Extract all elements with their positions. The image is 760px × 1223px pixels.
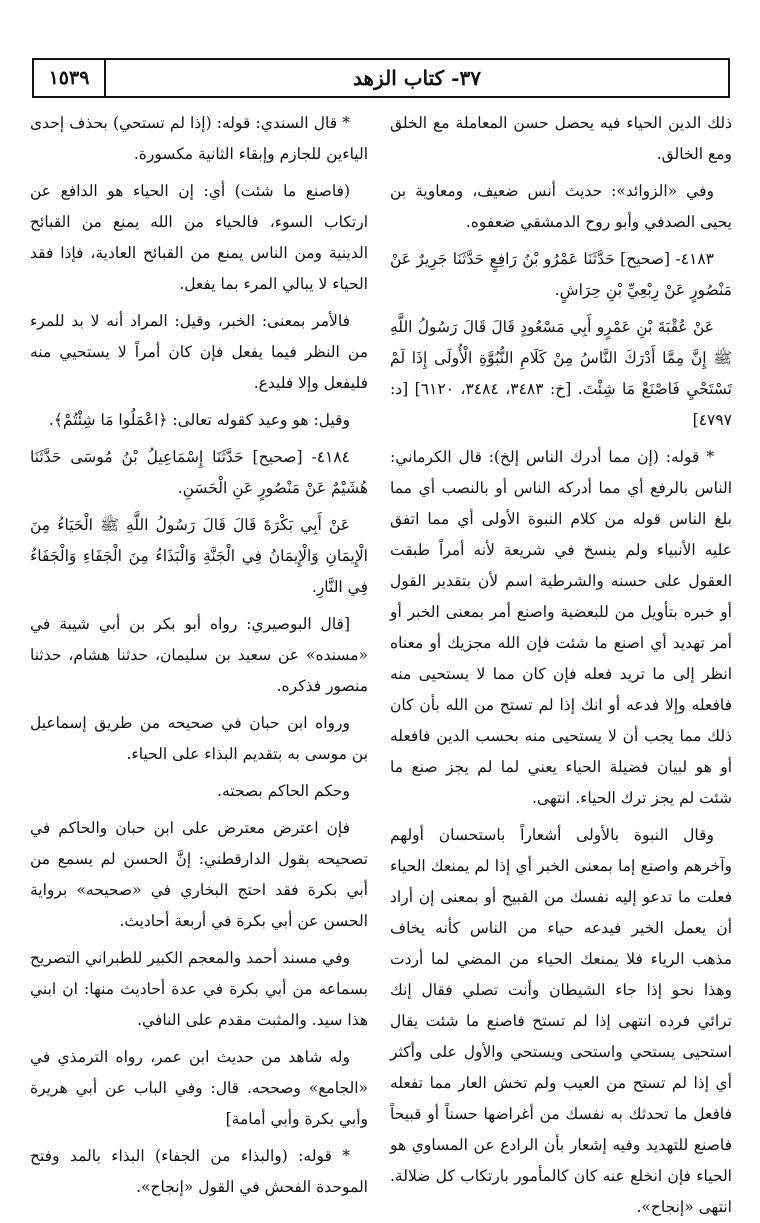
right-column — [390, 108, 732, 1216]
hadith-chain: ٤١٨٣- [صحيح] حَدَّثَنَا عَمْرُو بْنُ رَافِعٍ حَدَّثَنَا جَرِيرٌ عَنْ مَنْصُورٍ عَنْ رِبْعِيِّ بْنِ حِرَاشٍ. — [390, 250, 732, 299]
commentary: * قوله: (والبذاء من الجفاء) البذاء بالمد وفتح الموحدة الفحش في القول «إنجاح». — [30, 1147, 368, 1196]
page-number: ١٥٣٩ — [34, 60, 106, 96]
commentary: وقال النبوة بالأولى أشعاراً باستحسان أولهم وآخرهم واصنع إما بمعنى الخبر أي إذا لم يمنعك الحياء فعلت ما تدعو إليه نفسك من القبيح أو بمعنى إن أراد أن يعمل الخير فيدعه حياء من الناس كأنه يخاف مذهب الرياء فلا يمنعك الحياء من المضي لما أردت وهذا نحو إذا جاء الشيطان وأنت تصلي فقال إنك ترائي فرده انتهى إذا لم تستح فاصنع ما شئت يقال استحيى يستحي واستحى ويستحي والأول على وأكثر أي إذا لم تستح من العيب ولم تخش العار مما تفعله فافعل ما تحدثك به نفسك من أغراضها حسناً أو قبيحاً فاصنع للتهديد وفيه إشعار بأن الرادع عن المساوي هو الحياء فإن انخلع عنه كان كالمأمور بارتكاب كل ضلالة. انتهى «إنجاح». — [390, 826, 732, 1216]
left-column — [30, 108, 368, 1196]
hadith-text: عَنْ أَبِي بَكْرَةَ قَالَ قَالَ رَسُولُ اللَّهِ ﷺ الْحَيَاءُ مِنَ الْإِيمَانِ وَالْإِيمَانُ فِي الْجَنَّةِ وَالْبَذَاءُ مِنَ الْجَفَاءِ وَالْجَفَاءُ فِي النَّارِ. — [30, 516, 368, 596]
paragraph: وفي «الزوائد»: حديث أنس ضعيف، ومعاوية بن يحيى الصدفي وأبو روح الدمشقي ضعفوه. — [390, 182, 732, 231]
paragraph: وقيل: هو وعيد كقوله تعالى: ﴿اعْمَلُوا مَا شِئْتُمْ﴾. — [48, 411, 350, 429]
hadith-text: عَنْ عُقْبَةَ بْنِ عَمْرٍو أَبِي مَسْعُودٍ قَالَ قَالَ رَسُولُ اللَّهِ ﷺ إِنَّ مِمَّا أَدْرَكَ النَّاسُ مِنْ كَلَامِ النُّبُوَّةِ الْأُولَى إِذَا لَمْ تَسْتَحْيِ فَاصْنَعْ مَا شِئْتَ. [خ: ٣٤٨٣، ٣٤٨٤، ٦١٢٠] [د: ٤٧٩٧] — [390, 318, 732, 429]
commentary: * قوله: (إن مما أدرك الناس إلخ): قال الكرماني: الناس بالرفع أي مما أدركه الناس أو بالنصب أي مما بلغ الناس قوله من كلام النبوة الأولى أي مما اتفق عليه الأنبياء ولم ينسخ في شريعة لأنه أمراً طبقت العقول على حسنه والشرطية اسم لأن بتقدير القول أو خبره بتأويل من للبعضية واصنع أمر بمعنى الخبر أو أمر تهديد أي اصنع ما شئت فإن الله مجزيك أو معناه انظر إلى ما تريد فعله فإن كان مما لا يستحيى منه فافعله وإلا فدعه أو انك إذا لم تستح من الله بأن كان ذلك مما يجب أن لا يستحيى منه بحسب الدين فافعله أو هو لبيان فضيلة الحياء يعني لما لم يجز صنع ما شئت لم يجز ترك الحياء. انتهى. — [390, 448, 732, 807]
note: فإن اعترض معترض على ابن حبان والحاكم في تصحيحه بقول الدارقطني: إنَّ الحسن لم يسمع من أبي بكرة فقد احتج البخاري في «صحيحه» برواية الحسن عن أبي بكرة في أربعة أحاديث. — [30, 819, 368, 930]
note: وفي مسند أحمد والمعجم الكبير للطبراني التصريح بسماعه من أبي بكرة في عدة أحاديث منها: ان ابني هذا سيد. والمثبت مقدم على النافي. — [30, 949, 368, 1029]
note: [قال البوصيري: رواه أبو بكر بن أبي شيبة في «مسنده» عن سعيد بن سليمان، حدثنا هشام، حدثنا منصور فذكره. — [30, 615, 368, 695]
commentary: * قال السندي: قوله: (إذا لم تستحي) بحذف إحدى الياءين للجازم وإبقاء الثانية مكسورة. — [30, 114, 368, 163]
paragraph: فالأمر بمعنى: الخبر، وقيل: المراد أنه لا بد للمرء من النظر فيما يفعل فإن كان أمراً لا يستحيي منه فليفعل وإلا فليدع. — [30, 312, 368, 392]
page-header — [32, 58, 730, 98]
column-divider — [378, 108, 379, 1068]
paragraph: ذلك الدين الحياء فيه يحصل حسن المعاملة مع الخلق ومع الخالق. — [390, 114, 732, 163]
note: ورواه ابن حبان في صحيحه من طريق إسماعيل بن موسى به بتقديم البذاء على الحياء. — [30, 714, 368, 763]
note: وله شاهد من حديث ابن عمر، رواه الترمذي في «الجامع» وصححه. قال: وفي الباب عن أبي هريرة وأبي بكرة وأبي أمامة] — [30, 1048, 368, 1128]
paragraph: (فاصنع ما شئت) أي: إن الحياء هو الدافع عن ارتكاب السوء، فالحياء من الله يمنع من القبائح الدينية ومن الناس يمنع من القبائح العادية، فإذا فقد الحياء لا يبالي المرء بما يفعل. — [30, 182, 368, 293]
hadith-chain: ٤١٨٤- [صحيح] حَدَّثَنَا إِسْمَاعِيلُ بْنُ مُوسَى حَدَّثَنَا هُشَيْمٌ عَنْ مَنْصُورٍ عَنِ الْحَسَنِ. — [30, 448, 368, 497]
note: وحكم الحاكم بصحته. — [217, 782, 350, 800]
chapter-title: ٣٧- كتاب الزهد — [353, 66, 481, 90]
